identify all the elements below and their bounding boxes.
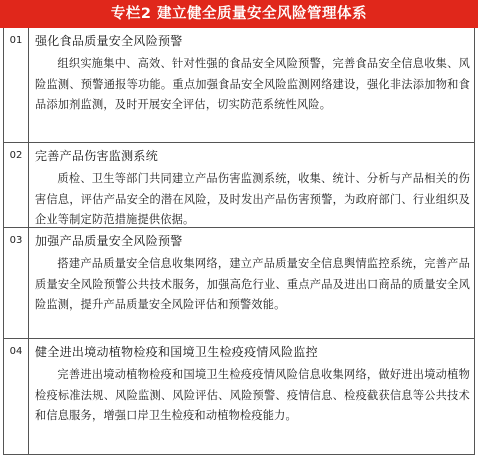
section-body: 质检、卫生等部门共同建立产品伤害监测系统，收集、统计、分析与产品相关的伤害信息，评估产品安全的潜在风险，及时发出产品伤害预警，为政府部门、行业组织及企业等制定防范措施提供依据。 <box>35 172 470 226</box>
section-title: 强化食品质量安全风险预警 <box>35 34 183 48</box>
section-row-01 <box>4 28 474 143</box>
section-content <box>29 143 474 233</box>
section-row-04 <box>4 339 474 455</box>
section-body: 完善进出境动植物检疫和国境卫生检疫疫情风险信息收集网络，做好进出境动植物检疫标准法规、风险监测、风险评估、风险预警、疫情信息、检疫截获信息等公共技术和信息服务，增强口岸卫生检疫和动植物检疫能力。 <box>35 368 470 422</box>
section-row-03 <box>4 228 474 339</box>
section-title: 加强产品质量安全风险预警 <box>35 234 183 248</box>
section-title: 完善产品伤害监测系统 <box>35 149 159 163</box>
section-body: 组织实施集中、高效、针对性强的食品安全风险预警，完善食品安全信息收集、风险监测、预警通报等功能。重点加强食品安全风险监测网络建设，强化非法添加物和食品添加剂监测，及时开展安全评估，切实防范系统性风险。 <box>35 57 470 111</box>
sections-table <box>3 28 475 455</box>
section-content <box>29 28 474 118</box>
section-number: 01 <box>4 28 29 142</box>
section-content <box>29 339 474 429</box>
panel-title: 专栏2 建立健全质量安全风险管理体系 <box>0 0 478 28</box>
section-content <box>29 228 474 318</box>
section-row-02 <box>4 143 474 228</box>
section-body: 搭建产品质量安全信息收集网络，建立产品质量安全信息舆情监控系统，完善产品质量安全风险预警公共技术服务，加强高危行业、重点产品及进出口商品的质量安全风险监测，提升产品质量安全风险评估和预警效能。 <box>35 257 470 311</box>
section-title: 健全进出境动植物检疫和国境卫生检疫疫情风险监控 <box>35 345 318 359</box>
section-number: 02 <box>4 143 29 227</box>
section-number: 04 <box>4 339 29 454</box>
section-number: 03 <box>4 228 29 338</box>
